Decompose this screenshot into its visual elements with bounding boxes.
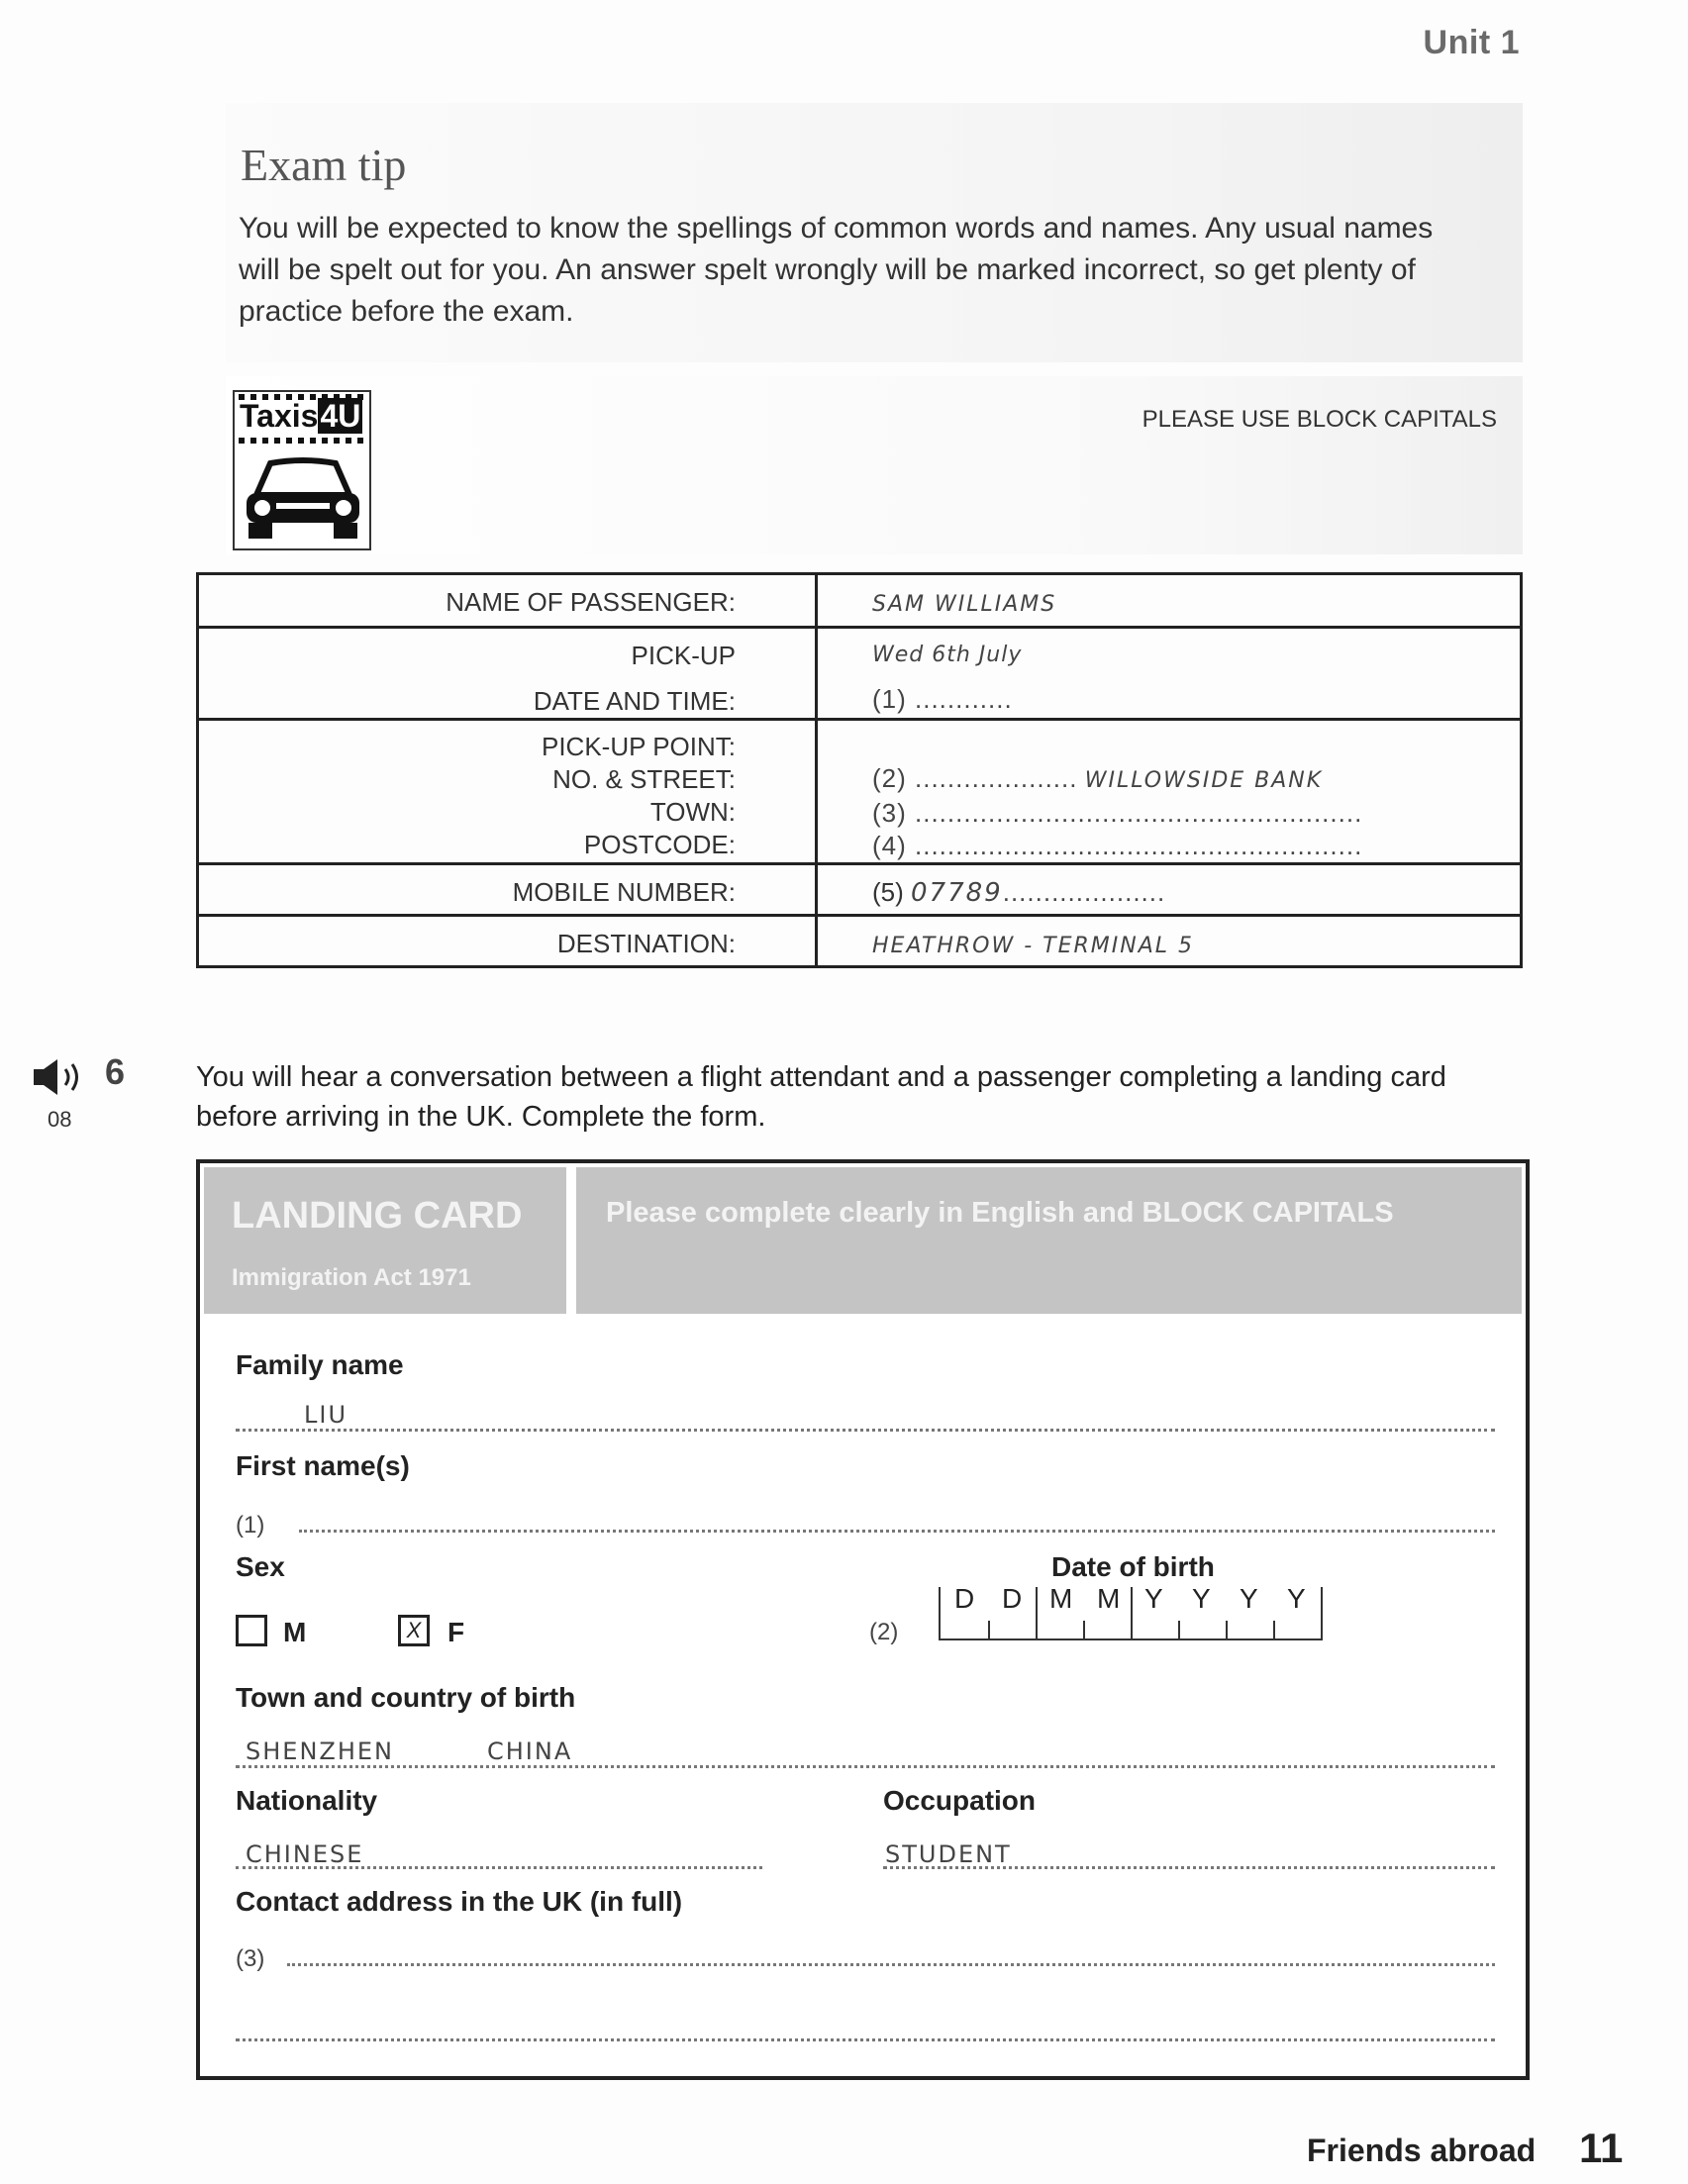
question-2-landing: (2) bbox=[869, 1619, 899, 1645]
question-5: (5) bbox=[872, 877, 904, 907]
question-3-landing: (3) bbox=[236, 1945, 265, 1972]
taxi-logo bbox=[233, 390, 371, 550]
passenger-name: SAM WILLIAMS bbox=[872, 592, 1057, 617]
checkbox-female[interactable]: X bbox=[398, 1615, 430, 1646]
block-capitals-note: PLEASE USE BLOCK CAPITALS bbox=[1142, 406, 1497, 433]
dob-tick-5 bbox=[1273, 1621, 1275, 1638]
dob-letter: Y bbox=[1192, 1583, 1211, 1614]
audio-speaker-icon[interactable] bbox=[30, 1055, 89, 1099]
dob-letter: D bbox=[1002, 1583, 1023, 1614]
exercise-number: 6 bbox=[105, 1051, 126, 1092]
landing-card bbox=[196, 1159, 1530, 2080]
dob-tick-3 bbox=[1178, 1621, 1180, 1638]
question-1-landing: (1) bbox=[236, 1512, 265, 1539]
destination-value bbox=[817, 916, 1522, 967]
family-name-label: Family name bbox=[236, 1349, 404, 1380]
landing-card-note-panel bbox=[576, 1167, 1522, 1314]
form-row-passenger bbox=[198, 574, 1522, 628]
sex-f-label: F bbox=[447, 1617, 465, 1647]
footer-section-title: Friends abroad bbox=[1307, 2133, 1537, 2168]
form-row-destination bbox=[198, 916, 1522, 967]
passenger-label: NAME OF PASSENGER: bbox=[198, 574, 817, 628]
occupation-line[interactable] bbox=[883, 1866, 1495, 1869]
question-2-line bbox=[872, 762, 1520, 797]
point-label-line2: NO. & STREET: bbox=[552, 764, 736, 794]
occupation-label: Occupation bbox=[883, 1785, 1037, 1816]
dob-letter: Y bbox=[1240, 1583, 1258, 1614]
dob-label: Date of birth bbox=[1051, 1551, 1215, 1582]
nationality-label: Nationality bbox=[236, 1785, 378, 1816]
first-name-line[interactable] bbox=[299, 1530, 1495, 1533]
dob-tick-2 bbox=[1083, 1621, 1085, 1638]
landing-card-title: LANDING CARD bbox=[232, 1195, 523, 1237]
taxi-booking-form bbox=[196, 572, 1523, 968]
car-icon bbox=[241, 453, 365, 546]
family-name-line[interactable] bbox=[236, 1429, 1495, 1432]
occupation-value: STUDENT bbox=[885, 1840, 1012, 1868]
passenger-value bbox=[817, 574, 1522, 628]
page-number: 11 bbox=[1579, 2125, 1624, 2171]
first-name-label: First name(s) bbox=[236, 1450, 410, 1481]
street-value: WILLOWSIDE BANK bbox=[1084, 768, 1324, 793]
form-row-mobile bbox=[198, 864, 1522, 916]
audio-track-number: 08 bbox=[48, 1107, 72, 1132]
taxi-logo-text bbox=[240, 398, 362, 435]
landing-card-title-panel bbox=[204, 1167, 566, 1314]
sex-m-label: M bbox=[283, 1617, 307, 1647]
town-value: SHENZHEN bbox=[246, 1737, 395, 1765]
exam-tip-body: You will be expected to know the spellings of common words and names. Any usual names will be spelt out for you. An answer spelt wrongly will be marked incorrect, so get plenty of practice before the exam. bbox=[239, 212, 1434, 328]
point-label-line3: TOWN: bbox=[649, 797, 736, 827]
town-country-line[interactable] bbox=[236, 1765, 1495, 1768]
form-row-pickup-point bbox=[198, 720, 1522, 864]
mobile-value bbox=[817, 864, 1522, 916]
logo-text: Taxis bbox=[240, 398, 319, 434]
destination-text: HEATHROW - TERMINAL 5 bbox=[872, 934, 1195, 958]
point-label-line1: PICK-UP POINT: bbox=[541, 732, 736, 761]
country-value: CHINA bbox=[487, 1737, 573, 1765]
form-row-pickup bbox=[198, 628, 1522, 720]
pickup-point-label bbox=[198, 720, 817, 864]
address-line-1[interactable] bbox=[287, 1963, 1495, 1966]
mobile-label: MOBILE NUMBER: bbox=[198, 864, 817, 916]
checker-strip-bottom bbox=[239, 438, 365, 444]
exercise-instruction: You will hear a conversation between a flight attendant and a passenger completing a landing card before arriving in the UK. Complete the form. bbox=[196, 1061, 1446, 1133]
question-2[interactable]: (2) .................... bbox=[872, 763, 1078, 793]
pickup-label bbox=[198, 628, 817, 720]
exam-tip-title: Exam tip bbox=[241, 140, 407, 190]
question-5-dots[interactable]: .................... bbox=[1002, 877, 1166, 907]
question-1[interactable]: (1) ............ bbox=[872, 684, 1013, 714]
question-4[interactable]: (4) ....................................................... bbox=[872, 831, 1363, 860]
town-country-label: Town and country of birth bbox=[236, 1682, 576, 1713]
unit-label: Unit 1 bbox=[1423, 24, 1520, 61]
dob-divider-1 bbox=[1036, 1587, 1038, 1638]
family-name-value: LIU bbox=[304, 1401, 348, 1429]
dob-letter: M bbox=[1049, 1583, 1073, 1614]
dob-letter: D bbox=[954, 1583, 975, 1614]
point-label-line4: POSTCODE: bbox=[583, 830, 736, 859]
pickup-point-value bbox=[817, 720, 1522, 864]
exam-tip-box-lower bbox=[226, 376, 1523, 554]
pickup-date: Wed 6th July bbox=[872, 643, 1023, 667]
nationality-line[interactable] bbox=[236, 1866, 762, 1869]
dob-letter: M bbox=[1097, 1583, 1121, 1614]
logo-accent: 4U bbox=[320, 398, 361, 434]
pickup-value bbox=[817, 628, 1522, 720]
dob-boxes[interactable] bbox=[939, 1583, 1323, 1640]
dob-letter: Y bbox=[1287, 1583, 1306, 1614]
mobile-partial: 07789 bbox=[911, 878, 1003, 908]
sex-label: Sex bbox=[236, 1551, 285, 1582]
pickup-label-line2: DATE AND TIME: bbox=[533, 686, 736, 716]
dob-divider-2 bbox=[1131, 1587, 1133, 1638]
address-label: Contact address in the UK (in full) bbox=[236, 1886, 683, 1917]
dob-tick-4 bbox=[1226, 1621, 1228, 1638]
landing-card-subtitle: Immigration Act 1971 bbox=[232, 1264, 471, 1291]
nationality-value: CHINESE bbox=[246, 1840, 364, 1868]
landing-card-note: Please complete clearly in English and BLOCK CAPITALS bbox=[606, 1197, 1394, 1229]
destination-label: DESTINATION: bbox=[198, 916, 817, 967]
pickup-label-line1: PICK-UP bbox=[631, 641, 736, 670]
question-3[interactable]: (3) ....................................................... bbox=[872, 798, 1363, 828]
dob-tick-1 bbox=[988, 1621, 990, 1638]
dob-letter: Y bbox=[1144, 1583, 1163, 1614]
address-line-2[interactable] bbox=[236, 2038, 1495, 2041]
checkbox-male[interactable] bbox=[236, 1615, 267, 1646]
